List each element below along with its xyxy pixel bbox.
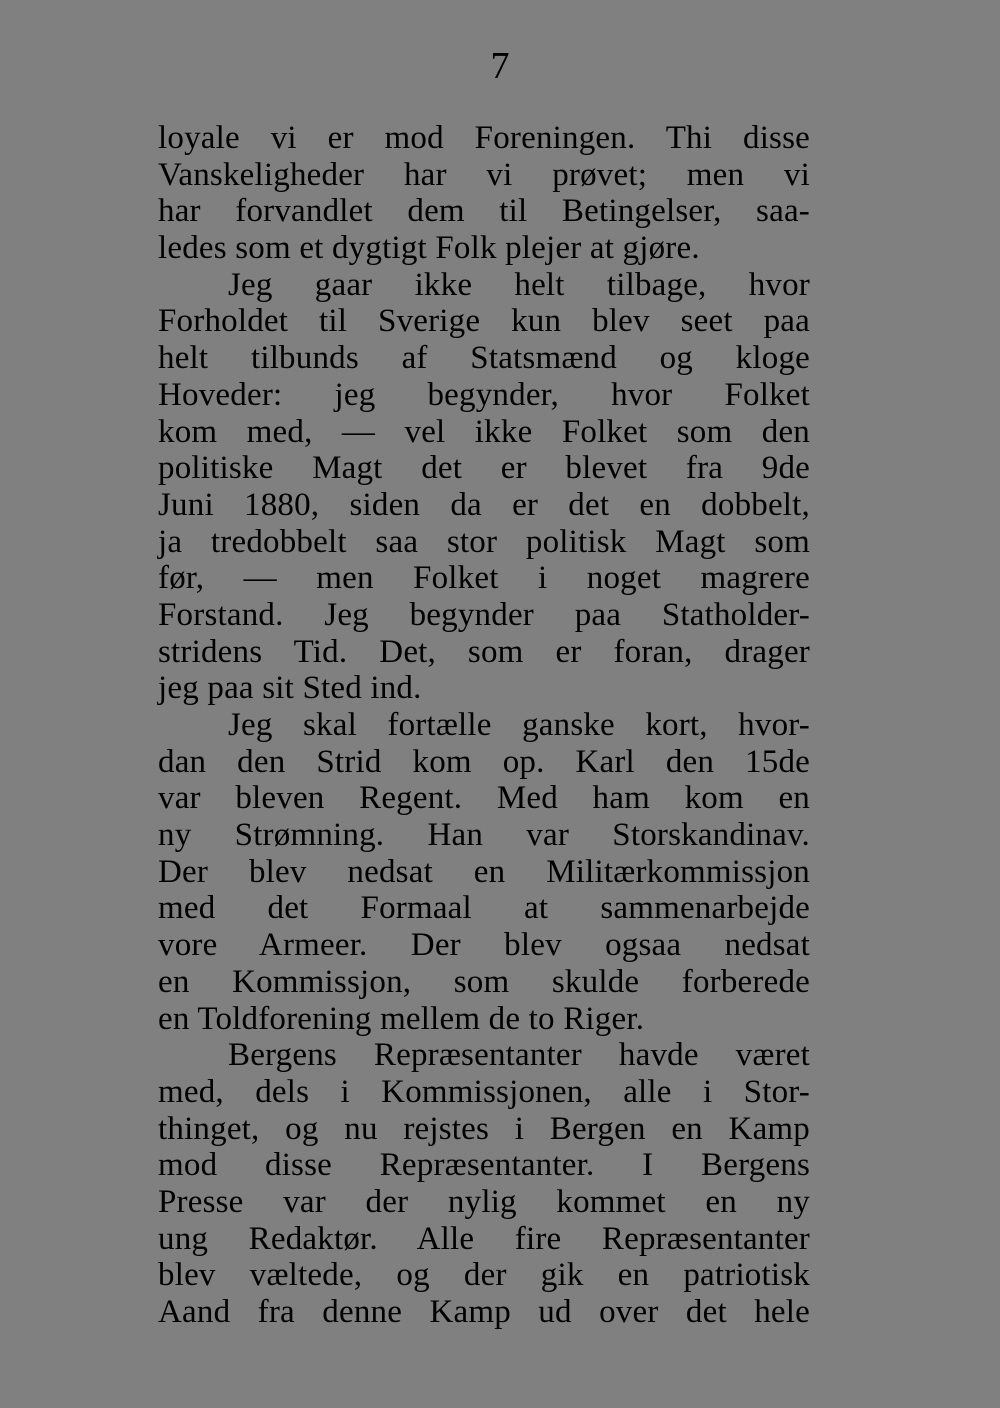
- text-line: Juni 1880, siden da er det en dobbelt,: [158, 486, 810, 523]
- text-line: Vanskeligheder har vi prøvet; men vi: [158, 156, 810, 193]
- body-text: [158, 120, 810, 1331]
- text-line: vore Armeer. Der blev ogsaa nedsat: [158, 927, 810, 964]
- text-line: ja tredobbelt saa stor politisk Magt som: [158, 523, 810, 560]
- text-line: mod disse Repræsentanter. I Bergens: [158, 1147, 810, 1184]
- text-line: Presse var der nylig kommet en ny: [158, 1183, 810, 1220]
- text-line: en Toldforening mellem de to Riger.: [158, 1000, 645, 1037]
- text-line: Forstand. Jeg begynder paa Statholder-: [158, 596, 810, 633]
- text-line: kom med, — vel ikke Folket som den: [158, 413, 810, 450]
- text-line: Jeg gaar ikke helt tilbage, hvor: [228, 266, 810, 303]
- text-line: helt tilbunds af Statsmænd og kloge: [158, 340, 810, 377]
- text-line: Jeg skal fortælle ganske kort, hvor-: [228, 707, 810, 743]
- page-number: 7: [490, 45, 510, 87]
- text-line: stridens Tid. Det, som er foran, drager: [158, 633, 810, 670]
- text-line: ung Redaktør. Alle fire Repræsentanter: [158, 1220, 810, 1257]
- text-line: dan den Strid kom op. Karl den 15de: [158, 743, 810, 780]
- text-line: var bleven Regent. Med ham kom en: [158, 780, 810, 817]
- text-line: thinget, og nu rejstes i Bergen en Kamp: [158, 1110, 810, 1147]
- text-line: loyale vi er mod Foreningen. Thi disse: [158, 120, 810, 156]
- text-line: en Kommissjon, som skulde forberede: [158, 963, 810, 1000]
- text-line: Hoveder: jeg begynder, hvor Folket: [158, 376, 810, 413]
- text-line: Bergens Repræsentanter havde været: [228, 1037, 810, 1074]
- text-line: Forholdet til Sverige kun blev seet paa: [158, 303, 810, 340]
- text-line: Aand fra denne Kamp ud over det hele: [158, 1294, 810, 1330]
- text-line: jeg paa sit Sted ind.: [158, 670, 422, 707]
- text-line: med det Formaal at sammenarbejde: [158, 890, 810, 927]
- text-line: blev væltede, og der gik en patriotisk: [158, 1257, 810, 1294]
- text-line: ledes som et dygtigt Folk plejer at gjøre.: [158, 230, 700, 267]
- text-line: med, dels i Kommissjonen, alle i Stor-: [158, 1073, 810, 1110]
- text-line: har forvandlet dem til Betingelser, saa-: [158, 193, 810, 230]
- text-line: før, — men Folket i noget magrere: [158, 560, 810, 597]
- text-line: Der blev nedsat en Militærkommissjon: [158, 853, 810, 890]
- text-line: politiske Magt det er blevet fra 9de: [158, 450, 810, 487]
- text-line: ny Strømning. Han var Storskandinav.: [158, 817, 810, 854]
